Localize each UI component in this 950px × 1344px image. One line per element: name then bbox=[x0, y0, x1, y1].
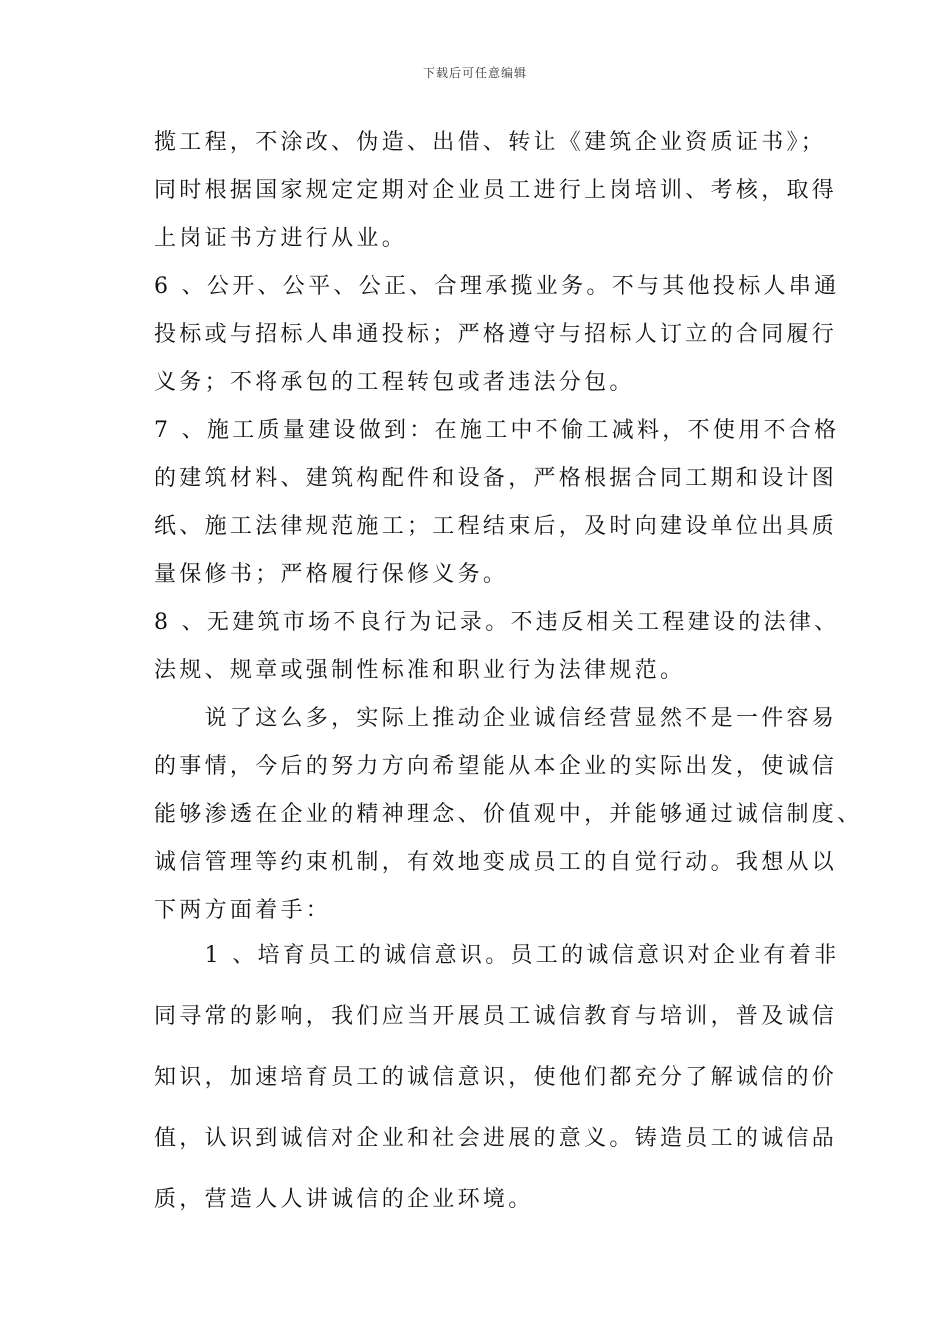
page-header: 下载后可任意编辑 bbox=[422, 66, 527, 80]
text-line: 下两方面着手： bbox=[154, 898, 332, 923]
text-line: 投标或与招标人串通投标；严格遵守与招标人订立的合同履行 bbox=[154, 322, 838, 347]
text-line: 值，认识到诚信对企业和社会进展的意义。铸造员工的诚信品 bbox=[154, 1126, 838, 1151]
body-text-block bbox=[154, 119, 863, 935]
text-line: 7 、施工质量建设做到：在施工中不偷工减料，不使用不合格 bbox=[154, 418, 840, 443]
text-line: 质，营造人人讲诚信的企业环境。 bbox=[154, 1187, 534, 1212]
text-line: 法规、规章或强制性标准和职业行为法律规范。 bbox=[154, 658, 686, 683]
text-line: 同时根据国家规定定期对企业员工进行上岗培训、考核，取得 bbox=[154, 178, 838, 203]
text-line: 诚信管理等约束机制，有效地变成员工的自觉行动。我想从以 bbox=[154, 850, 838, 875]
text-line: 能够渗透在企业的精神理念、价值观中，并能够通过诚信制度、 bbox=[154, 802, 863, 827]
text-line: 量保修书；严格履行保修义务。 bbox=[154, 562, 509, 587]
text-line: 1 、培育员工的诚信意识。员工的诚信意识对企业有着非 bbox=[154, 943, 840, 968]
text-line: 同寻常的影响，我们应当开展员工诚信教育与培训，普及诚信 bbox=[154, 1004, 838, 1029]
text-line: 的建筑材料、建筑构配件和设备，严格根据合同工期和设计图 bbox=[154, 466, 838, 491]
text-line: 纸、施工法律规范施工；工程结束后，及时向建设单位出具质 bbox=[154, 514, 838, 539]
body-text-block-spaced bbox=[154, 925, 844, 1230]
text-line: 知识，加速培育员工的诚信意识，使他们都充分了解诚信的价 bbox=[154, 1065, 838, 1090]
text-line: 义务；不将承包的工程转包或者违法分包。 bbox=[154, 370, 635, 395]
text-line: 揽工程，不涂改、伪造、出借、转让《建筑企业资质证书》； bbox=[154, 130, 827, 155]
text-line: 的事情，今后的努力方向希望能从本企业的实际出发，使诚信 bbox=[154, 754, 838, 779]
text-line: 6 、公开、公平、公正、合理承揽业务。不与其他投标人串通 bbox=[154, 274, 840, 299]
text-line: 说了这么多，实际上推动企业诚信经营显然不是一件容易 bbox=[154, 706, 838, 731]
text-line: 上岗证书方进行从业。 bbox=[154, 226, 408, 251]
text-line: 8 、无建筑市场不良行为记录。不违反相关工程建设的法律、 bbox=[154, 610, 840, 635]
